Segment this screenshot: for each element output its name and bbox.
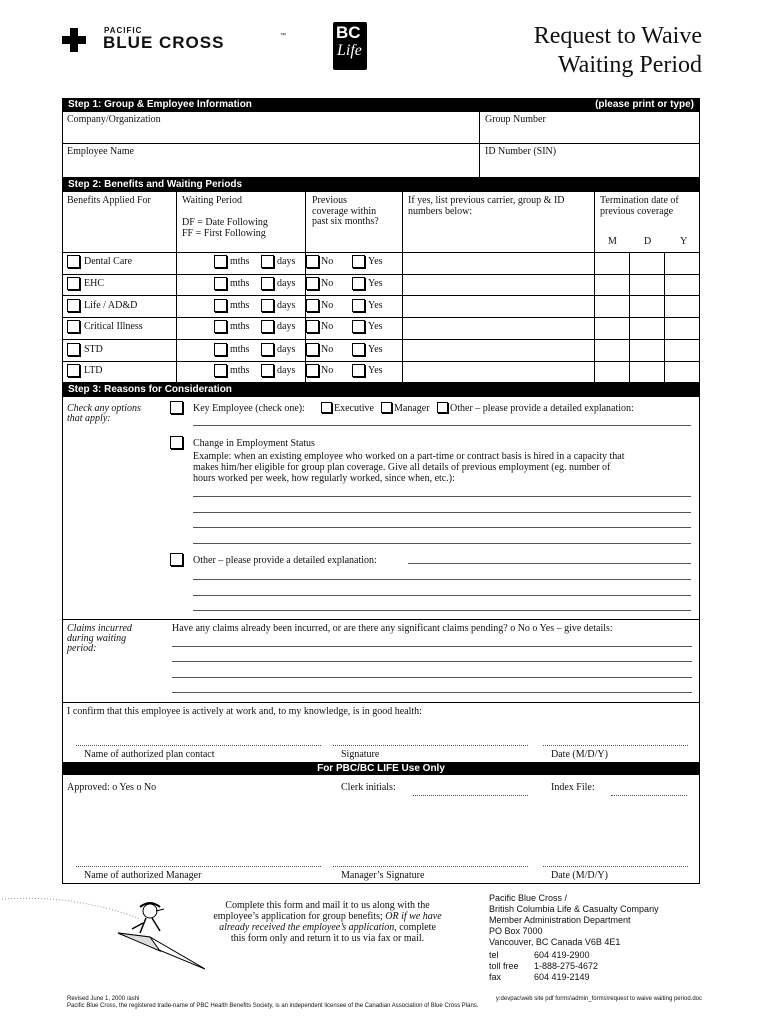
benefit-3-yes-checkbox[interactable] [352,299,365,312]
blue-cross-logo [62,24,292,54]
addr-line3: Member Administration Department [489,915,631,925]
check-options-2: that apply: [67,413,111,424]
change-status-label: Change in Employment Status [193,438,315,449]
claims-question: Have any claims already been incurred, or are there any significant claims pending? o No o Yes – give details: [172,623,613,634]
benefit-1-label: Dental Care [84,256,133,267]
col-waiting: Waiting Period [182,195,243,206]
claims-label-3: period: [67,643,97,654]
benefit-4-checkbox[interactable] [67,320,80,333]
step1-heading [62,98,700,111]
col-carrier-1: If yes, list previous carrier, group & ID [408,195,565,206]
manager-name-label: Name of authorized Manager [84,870,202,881]
benefit-6-days-checkbox[interactable] [261,364,274,377]
claims-line-2[interactable] [172,661,692,662]
benefit-2-months-checkbox[interactable] [214,277,227,290]
col-day: D [644,236,652,247]
col-termination-1: Termination date of [600,195,679,206]
other-line-1[interactable] [193,579,691,580]
claims-line-3[interactable] [172,677,692,678]
group-number-field[interactable]: Group Number [485,114,546,125]
bclife-line1: BC [336,23,361,42]
instr-line3a: already received the employee’s application [219,922,395,933]
other-key-label: Other – please provide a detailed explanation: [450,403,634,414]
benefit-3-days-label: days [277,300,296,311]
tollfree-value: 1-888-275-4672 [534,961,599,971]
col-waiting-df: DF = Date Following [182,217,268,228]
clerk-initials-line[interactable] [413,795,528,796]
id-number-field[interactable]: ID Number (SIN) [485,146,557,157]
benefit-5-months-checkbox[interactable] [214,343,227,356]
benefit-5-no-label: No [321,344,334,355]
claims-label-1: Claims incurred [67,623,132,634]
addr-line2: British Columbia Life & Casualty Company [489,904,659,914]
other-line-3[interactable] [193,610,691,611]
title-line1: Request to Waive [533,23,702,49]
benefit-3-months-checkbox[interactable] [214,299,227,312]
benefit-4-no-checkbox[interactable] [306,320,319,333]
key-employee-line[interactable] [193,425,691,426]
mailing-address [489,893,659,948]
other-reason-label: Other – please provide a detailed explanation: [193,555,377,566]
col-previous-1: Previous [312,195,347,206]
col-waiting-ff: FF = First Following [182,228,266,239]
fax-value: 604 419-2149 [534,972,590,982]
benefit-3-no-checkbox[interactable] [306,299,319,312]
manager-checkbox[interactable] [381,402,392,413]
benefit-2-months-label: mths [230,278,250,289]
benefit-2-days-label: days [277,278,296,289]
step3-heading-text: Step 3: Reasons for Consideration [68,384,232,395]
manager-date-label: Date (M/D/Y) [551,870,608,881]
company-field[interactable]: Company/Organization [67,114,161,125]
addr-line1: Pacific Blue Cross / [489,893,568,903]
benefit-4-no-label: No [321,321,334,332]
benefit-6-checkbox[interactable] [67,364,80,377]
benefit-1-months-checkbox[interactable] [214,255,227,268]
benefit-6-months-label: mths [230,365,250,376]
benefit-1-checkbox[interactable] [67,255,80,268]
col-previous-3: past six months? [312,216,379,227]
office-use-heading [62,762,700,775]
addr-line4: PO Box 7000 [489,926,543,936]
contact-numbers [489,950,598,983]
benefit-3-label: Life / AD&D [84,300,138,311]
benefit-2-no-label: No [321,278,334,289]
benefit-4-yes-checkbox[interactable] [352,320,365,333]
tel-label: tel [489,950,499,960]
benefit-1-yes-checkbox[interactable] [352,255,365,268]
benefit-3-no-label: No [321,300,334,311]
benefit-6-days-label: days [277,365,296,376]
key-employee-checkbox[interactable] [170,401,183,414]
change-line-4[interactable] [193,543,691,544]
other-key-checkbox[interactable] [437,402,448,413]
page-title [534,22,702,80]
benefit-5-yes-checkbox[interactable] [352,343,365,356]
other-line-2[interactable] [193,595,691,596]
benefit-1-yes-label: Yes [368,256,383,267]
date-line[interactable] [543,745,688,746]
claims-line-4[interactable] [172,692,692,693]
benefit-5-checkbox[interactable] [67,343,80,356]
signature-label: Signature [341,749,380,760]
bclife-line2: Life [337,42,362,59]
step2-heading [62,178,700,191]
benefit-2-label: EHC [84,278,104,289]
step1-heading-text: Step 1: Group & Employee Information [68,99,252,110]
benefit-4-months-label: mths [230,321,250,332]
manager-signature-line[interactable] [333,866,528,867]
instr-line3b: , complete [394,922,436,933]
benefit-2-yes-label: Yes [368,278,383,289]
benefit-1-no-checkbox[interactable] [306,255,319,268]
benefit-6-no-checkbox[interactable] [306,364,319,377]
instr-line2 [190,911,465,922]
addr-line5: Vancouver, BC Canada V6B 4E1 [489,937,621,947]
example-line1: Example: when an existing employee who worked on a part-time or contract basis is hired in a capacity that [193,451,625,462]
benefit-3-months-label: mths [230,300,250,311]
check-options-1: Check any options [67,403,141,414]
brand-large: BLUE CROSS [103,33,225,52]
manager-name-line[interactable] [76,866,321,867]
executive-checkbox[interactable] [321,402,332,413]
benefit-5-days-label: days [277,344,296,355]
example-line2: makes him/her eligible for group plan coverage. Give all details of previous employment (eg. number of [193,462,611,473]
legal-notice: Pacific Blue Cross, the registered trade-name of PBC Health Benefits Society, is an independent licensee of the Canadian Association of Blue Cross Plans. [67,1003,479,1009]
benefit-2-no-checkbox[interactable] [306,277,319,290]
benefit-3-days-checkbox[interactable] [261,299,274,312]
benefit-6-yes-checkbox[interactable] [352,364,365,377]
col-termination-2: previous coverage [600,206,674,217]
fax-label: fax [489,972,502,982]
employee-name-field[interactable]: Employee Name [67,146,134,157]
instr-line3 [190,922,465,933]
claims-line-1[interactable] [172,646,692,647]
benefit-3-yes-label: Yes [368,300,383,311]
benefit-1-days-label: days [277,256,296,267]
other-line-0[interactable] [408,563,691,564]
plan-contact-line[interactable] [76,745,321,746]
col-benefits: Benefits Applied For [67,195,151,206]
brand-tm: ™ [280,33,286,39]
change-line-2[interactable] [193,512,691,513]
benefit-2-checkbox[interactable] [67,277,80,290]
other-reason-checkbox[interactable] [170,553,183,566]
manager-signature-label: Manager’s Signature [341,870,425,881]
benefit-2-days-checkbox[interactable] [261,277,274,290]
brand-small: PACIFIC [104,26,143,35]
benefit-6-months-checkbox[interactable] [214,364,227,377]
benefit-4-days-checkbox[interactable] [261,320,274,333]
signature-line[interactable] [333,745,528,746]
benefit-5-months-label: mths [230,344,250,355]
paper-plane-mascot-icon [0,893,205,973]
col-month: M [608,236,617,247]
index-file-label: Index File: [551,782,595,793]
benefit-6-yes-label: Yes [368,365,383,376]
col-carrier-2: numbers below: [408,206,473,217]
file-path: y:devpac\web site pdf forms\admin_forms\request to waive waiting period.doc [495,996,702,1002]
manager-date-line[interactable] [543,866,688,867]
revised-note: Revised June 1, 2000 /ashi [67,996,140,1002]
benefit-2-yes-checkbox[interactable] [352,277,365,290]
benefit-1-days-checkbox[interactable] [261,255,274,268]
instr-line1: Complete this form and mail it to us along with the [225,900,430,911]
key-employee-label: Key Employee (check one): [193,403,305,414]
office-use-heading-text: For PBC/BC LIFE Use Only [317,763,445,774]
benefit-4-days-label: days [277,321,296,332]
benefit-6-no-label: No [321,365,334,376]
col-previous-2: coverage within [312,206,377,217]
instr-line4: this form only and return it to us via fax or mail. [230,933,425,944]
benefit-4-yes-label: Yes [368,321,383,332]
benefit-4-months-checkbox[interactable] [214,320,227,333]
index-file-line[interactable] [611,795,687,796]
change-status-checkbox[interactable] [170,436,183,449]
benefit-1-no-label: No [321,256,334,267]
step3-heading [62,383,700,396]
confirm-text: I confirm that this employee is actively at work and, to my knowledge, is in good health: [67,706,422,717]
instr-line2a: employee’s application for group benefits; [213,911,386,922]
benefit-5-yes-label: Yes [368,344,383,355]
tollfree-label: toll free [489,961,519,971]
plan-contact-label: Name of authorized plan contact [84,749,215,760]
change-line-3[interactable] [193,527,691,528]
mail-instructions [190,900,465,944]
claims-label-2: during waiting [67,633,127,644]
example-line3: hours worked per week, how regularly worked, since when, etc.): [193,473,455,484]
approved-field[interactable]: Approved: o Yes o No [67,782,157,793]
clerk-initials-label: Clerk initials: [341,782,396,793]
executive-label: Executive [334,403,374,414]
title-line2: Waiting Period [557,52,702,78]
benefit-6-label: LTD [84,365,103,376]
benefit-4-label: Critical Illness [84,321,143,332]
cross-icon [62,28,86,52]
benefit-5-no-checkbox[interactable] [306,343,319,356]
benefit-5-days-checkbox[interactable] [261,343,274,356]
change-line-1[interactable] [193,496,691,497]
step2-heading-text: Step 2: Benefits and Waiting Periods [68,179,243,190]
instr-line2b: OR if we have [385,911,442,922]
col-year: Y [680,236,688,247]
step1-note: (please print or type) [595,99,694,110]
manager-label: Manager [394,403,430,414]
bc-life-logo [333,22,367,70]
date-label: Date (M/D/Y) [551,749,608,760]
benefit-1-months-label: mths [230,256,250,267]
tel-value: 604 419-2900 [534,950,590,960]
benefit-5-label: STD [84,344,103,355]
benefit-3-checkbox[interactable] [67,299,80,312]
